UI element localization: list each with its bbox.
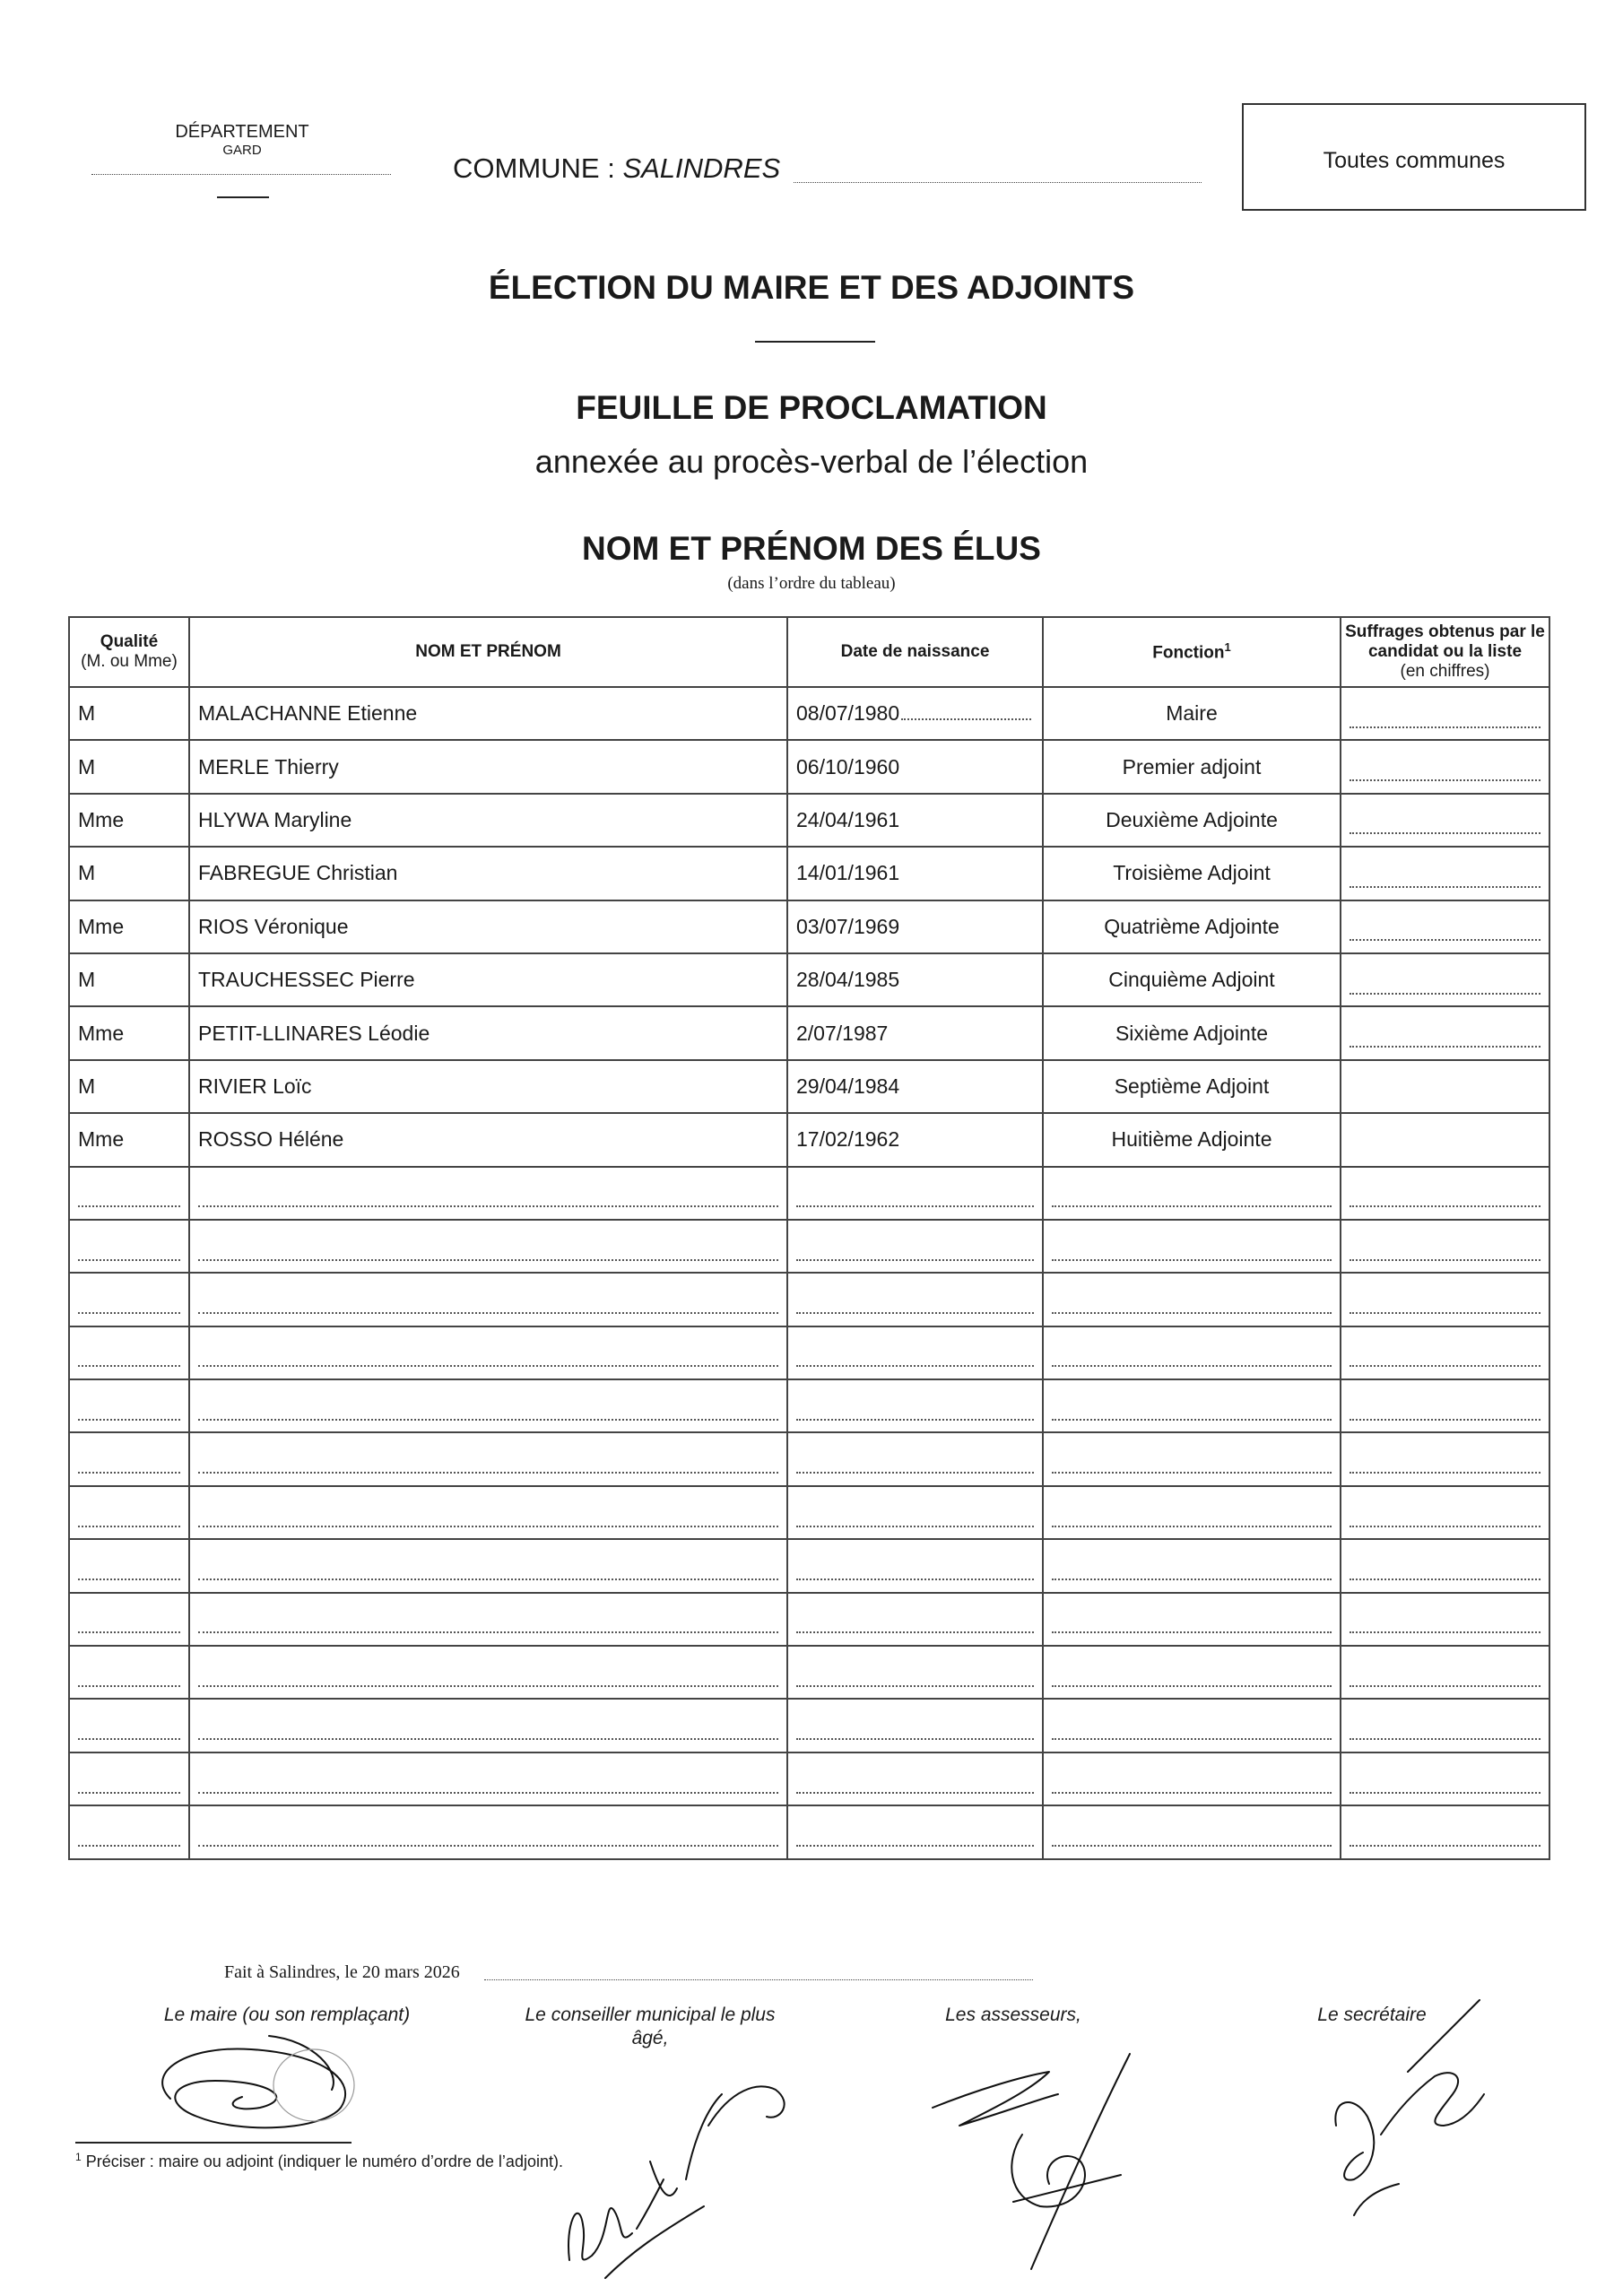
cell-nom: [189, 953, 787, 1006]
dotted-fill: [198, 1832, 778, 1847]
dotted-fill: [1350, 1406, 1541, 1421]
dotted-fill: [1350, 1832, 1541, 1847]
cell-fonction-text: Maire: [1166, 701, 1218, 726]
cell-fonction-text: Septième Adjoint: [1114, 1074, 1270, 1098]
cell-blank: [1341, 1326, 1549, 1379]
cell-blank: [1043, 1539, 1341, 1592]
cell-nom: [189, 794, 787, 847]
dotted-fill: [1350, 1566, 1541, 1580]
list-title: NOM ET PRÉNOM DES ÉLUS: [582, 530, 1041, 567]
cell-blank: [1341, 1646, 1549, 1699]
cell-blank: [787, 1646, 1043, 1699]
dotted-fill: [1350, 714, 1541, 728]
cell-suffrages: [1341, 687, 1549, 740]
footnote-text: Préciser : maire ou adjoint (indiquer le numéro d’ordre de l’adjoint).: [85, 2152, 563, 2170]
fait-a-line: Fait à Salindres, le 20 mars 2026: [224, 1962, 460, 1982]
signature-label-secretaire: Le secrétaire: [1317, 2005, 1427, 2025]
dotted-fill: [1350, 1673, 1541, 1687]
dotted-fill: [1052, 1406, 1332, 1421]
header-fonction: [1043, 617, 1341, 687]
cell-date-text: 06/10/1960: [796, 754, 900, 778]
cell-blank: [69, 1539, 189, 1592]
cell-blank: [787, 1486, 1043, 1539]
dotted-fill: [1052, 1513, 1332, 1527]
dotted-fill: [1350, 1726, 1541, 1740]
dotted-fill: [198, 1247, 778, 1261]
cell-date-text: 08/07/1980: [796, 701, 900, 726]
dotted-fill: [796, 1779, 1034, 1794]
dotted-fill: [1052, 1247, 1332, 1261]
cell-suffrages: [1341, 740, 1549, 793]
table-row-blank: [69, 1752, 1549, 1805]
cell-blank: [189, 1752, 787, 1805]
cell-blank: [69, 1752, 189, 1805]
dotted-fill: [1350, 874, 1541, 888]
cell-nom: [189, 1006, 787, 1059]
dotted-fill: [78, 1566, 180, 1580]
dotted-fill: [796, 1193, 1034, 1207]
commune-label: COMMUNE :: [453, 152, 615, 184]
cell-blank: [189, 1699, 787, 1752]
table-row-blank: [69, 1805, 1549, 1858]
footnote-mark: 1: [75, 2151, 82, 2163]
cell-blank: [69, 1593, 189, 1646]
cell-qualite: [69, 1060, 189, 1113]
dotted-fill: [78, 1459, 180, 1474]
cell-blank: [1043, 1167, 1341, 1220]
cell-suffrages: [1341, 953, 1549, 1006]
commune-dotted-line: [794, 182, 1202, 183]
header-suffrages-sub: (en chiffres): [1400, 661, 1490, 681]
dotted-fill: [1052, 1832, 1332, 1847]
cell-date: [787, 1006, 1043, 1059]
dotted-fill: [198, 1726, 778, 1740]
cell-blank: [1341, 1220, 1549, 1273]
dotted-fill: [1052, 1193, 1332, 1207]
signature-label-conseiller: Le conseiller municipal le plus âgé,: [525, 2005, 776, 2049]
cell-blank: [1341, 1805, 1549, 1858]
cell-blank: [787, 1752, 1043, 1805]
cell-date: [787, 847, 1043, 900]
header-date: Date de naissance: [787, 617, 1043, 687]
cell-nom-text: ROSSO Héléne: [198, 1127, 344, 1152]
table-row: [69, 953, 1549, 1006]
cell-blank: [787, 1167, 1043, 1220]
cell-nom-text: FABREGUE Christian: [198, 861, 398, 885]
cell-nom-text: MALACHANNE Etienne: [198, 701, 418, 726]
cell-date: [787, 953, 1043, 1006]
cell-blank: [1341, 1486, 1549, 1539]
dotted-fill: [1350, 1247, 1541, 1261]
cell-nom: [189, 1060, 787, 1113]
dotted-fill: [1350, 1300, 1541, 1314]
cell-blank: [69, 1646, 189, 1699]
dotted-fill: [198, 1513, 778, 1527]
table-row-blank: [69, 1699, 1549, 1752]
table-row: [69, 847, 1549, 900]
cell-nom: [189, 1113, 787, 1166]
dotted-fill: [1350, 1352, 1541, 1367]
dotted-fill: [1350, 1513, 1541, 1527]
cell-qualite: [69, 953, 189, 1006]
dotted-fill: [78, 1726, 180, 1740]
departement-divider: [217, 196, 269, 198]
cell-qualite-text: M: [78, 701, 96, 726]
table-row-blank: [69, 1326, 1549, 1379]
cell-blank: [1043, 1326, 1341, 1379]
commune-value: SALINDRES: [622, 152, 781, 184]
dotted-fill: [796, 1726, 1034, 1740]
cell-qualite-text: M: [78, 968, 96, 992]
dotted-fill: [78, 1673, 180, 1687]
cell-blank: [189, 1486, 787, 1539]
cell-nom: [189, 687, 787, 740]
dotted-fill: [78, 1193, 180, 1207]
dotted-fill: [1350, 980, 1541, 995]
header-qualite-label: Qualité: [100, 632, 159, 652]
footnote: [75, 2151, 563, 2171]
header-qualite: [69, 617, 189, 687]
cell-nom-text: RIVIER Loïc: [198, 1074, 312, 1098]
cell-date-text: 24/04/1961: [796, 807, 900, 831]
cell-fonction: [1043, 794, 1341, 847]
cell-blank: [189, 1805, 787, 1858]
table-header-row: [69, 617, 1549, 687]
dotted-fill: [796, 1352, 1034, 1367]
cell-fonction: [1043, 900, 1341, 953]
dotted-fill: [1052, 1566, 1332, 1580]
elus-table: [68, 616, 1550, 1860]
table-row-blank: [69, 1167, 1549, 1220]
header-nom: NOM ET PRÉNOM: [189, 617, 787, 687]
cell-blank: [69, 1220, 189, 1273]
cell-qualite: [69, 1113, 189, 1166]
dotted-fill: [198, 1566, 778, 1580]
cell-fonction: [1043, 847, 1341, 900]
cell-qualite: [69, 900, 189, 953]
dotted-fill: [1350, 1779, 1541, 1794]
header-suffrages: [1341, 617, 1549, 687]
cell-qualite-text: Mme: [78, 807, 125, 831]
dotted-fill: [78, 1832, 180, 1847]
cell-blank: [69, 1805, 189, 1858]
cell-date: [787, 1113, 1043, 1166]
dotted-fill: [1350, 767, 1541, 781]
table-body: [69, 687, 1549, 1859]
cell-blank: [1043, 1379, 1341, 1432]
header-qualite-sub: (M. ou Mme): [81, 652, 178, 671]
table-row: [69, 687, 1549, 740]
dotted-fill: [1350, 926, 1541, 941]
cell-qualite: [69, 1006, 189, 1059]
dotted-fill: [198, 1352, 778, 1367]
cell-qualite-text: M: [78, 861, 96, 885]
departement-block: [90, 122, 395, 158]
cell-blank: [69, 1273, 189, 1326]
table-row-blank: [69, 1432, 1549, 1485]
dotted-fill: [1052, 1459, 1332, 1474]
cell-date-text: 03/07/1969: [796, 914, 900, 938]
cell-blank: [1341, 1539, 1549, 1592]
cell-blank: [1341, 1167, 1549, 1220]
footnote-divider: [75, 2142, 352, 2144]
table-row-blank: [69, 1539, 1549, 1592]
signature-maire: [135, 2018, 395, 2135]
signature-label-maire: Le maire (ou son remplaçant): [163, 2005, 411, 2025]
cell-nom: [189, 847, 787, 900]
cell-blank: [1341, 1699, 1549, 1752]
table-row-blank: [69, 1379, 1549, 1432]
dotted-fill: [198, 1673, 778, 1687]
dotted-fill: [198, 1193, 778, 1207]
dotted-fill: [78, 1247, 180, 1261]
cell-blank: [69, 1379, 189, 1432]
dotted-fill: [78, 1779, 180, 1794]
cell-blank: [787, 1432, 1043, 1485]
cell-fonction: [1043, 1113, 1341, 1166]
cell-blank: [787, 1593, 1043, 1646]
dotted-fill: [796, 1619, 1034, 1633]
cell-fonction: [1043, 953, 1341, 1006]
cell-nom-text: TRAUCHESSEC Pierre: [198, 968, 415, 992]
cell-blank: [189, 1326, 787, 1379]
dotted-fill: [1350, 1033, 1541, 1048]
cell-suffrages: [1341, 1006, 1549, 1059]
dotted-fill: [796, 1459, 1034, 1474]
footnote-ref: 1: [1224, 639, 1231, 654]
header-fonction-label: Fonction: [1152, 643, 1225, 663]
header-suffrages-label: Suffrages obtenus par le candidat ou la liste: [1345, 622, 1545, 662]
cell-blank: [1043, 1805, 1341, 1858]
cell-date-text: 2/07/1987: [796, 1021, 889, 1045]
cell-blank: [787, 1220, 1043, 1273]
cell-suffrages: [1341, 847, 1549, 900]
cell-blank: [69, 1326, 189, 1379]
cell-blank: [787, 1273, 1043, 1326]
cell-blank: [1043, 1699, 1341, 1752]
dotted-fill: [796, 1300, 1034, 1314]
dotted-fill: [78, 1406, 180, 1421]
cell-date-text: 28/04/1985: [796, 968, 900, 992]
table-row: [69, 900, 1549, 953]
commune-line: [453, 152, 780, 185]
departement-dotted-line: [91, 174, 391, 175]
cell-date-text: 29/04/1984: [796, 1074, 900, 1098]
table-row-blank: [69, 1646, 1549, 1699]
cell-nom-text: PETIT-LLINARES Léodie: [198, 1021, 430, 1045]
cell-blank: [189, 1273, 787, 1326]
departement-label: DÉPARTEMENT: [175, 122, 309, 142]
cell-blank: [189, 1539, 787, 1592]
cell-date: [787, 794, 1043, 847]
table-row-blank: [69, 1593, 1549, 1646]
cell-blank: [787, 1379, 1043, 1432]
cell-blank: [1341, 1273, 1549, 1326]
cell-blank: [1043, 1432, 1341, 1485]
cell-blank: [787, 1539, 1043, 1592]
cell-blank: [189, 1379, 787, 1432]
dotted-fill: [1350, 1459, 1541, 1474]
departement-value: GARD: [222, 143, 262, 158]
list-subtitle: (dans l’ordre du tableau): [727, 574, 896, 593]
table-row: [69, 1113, 1549, 1166]
cell-blank: [1341, 1379, 1549, 1432]
dotted-fill: [1052, 1352, 1332, 1367]
page-title: ÉLECTION DU MAIRE ET DES ADJOINTS: [488, 269, 1135, 306]
cell-nom-text: HLYWA Maryline: [198, 807, 352, 831]
cell-suffrages: [1341, 900, 1549, 953]
cell-fonction: [1043, 1006, 1341, 1059]
dotted-fill: [1052, 1673, 1332, 1687]
cell-fonction: [1043, 740, 1341, 793]
table-row: [69, 1060, 1549, 1113]
dotted-fill: [78, 1300, 180, 1314]
cell-blank: [69, 1486, 189, 1539]
cell-nom: [189, 740, 787, 793]
cell-blank: [189, 1646, 787, 1699]
cell-blank: [1043, 1593, 1341, 1646]
cell-fonction-text: Premier adjoint: [1122, 754, 1262, 778]
cell-blank: [787, 1326, 1043, 1379]
cell-fonction-text: Cinquième Adjoint: [1108, 968, 1275, 992]
dotted-fill: [1350, 1619, 1541, 1633]
cell-blank: [787, 1699, 1043, 1752]
cell-date: [787, 740, 1043, 793]
cell-nom-text: MERLE Thierry: [198, 754, 339, 778]
table-row: [69, 794, 1549, 847]
cell-blank: [787, 1805, 1043, 1858]
cell-date-text: 17/02/1962: [796, 1127, 900, 1152]
table-row: [69, 1006, 1549, 1059]
cell-blank: [1043, 1752, 1341, 1805]
dotted-fill: [198, 1619, 778, 1633]
cell-blank: [1043, 1486, 1341, 1539]
sheet-subtitle: annexée au procès-verbal de l’élection: [534, 443, 1089, 480]
fait-dotted-line: [484, 1979, 1033, 1980]
cell-blank: [1341, 1593, 1549, 1646]
cell-fonction-text: Sixième Adjointe: [1115, 1021, 1269, 1045]
cell-blank: [69, 1167, 189, 1220]
dotted-fill: [1350, 1193, 1541, 1207]
cell-blank: [69, 1432, 189, 1485]
dotted-fill: [796, 1513, 1034, 1527]
dotted-fill: [796, 1566, 1034, 1580]
cell-qualite: [69, 740, 189, 793]
cell-nom: [189, 900, 787, 953]
cell-fonction-text: Quatrième Adjointe: [1104, 914, 1280, 938]
cell-qualite: [69, 794, 189, 847]
cell-qualite: [69, 687, 189, 740]
table-row: [69, 740, 1549, 793]
cell-blank: [1341, 1752, 1549, 1805]
signature-label-assesseurs: Les assesseurs,: [945, 2005, 1081, 2025]
cell-blank: [189, 1432, 787, 1485]
signature-secretaire: [1318, 1991, 1515, 2233]
dotted-fill: [796, 1673, 1034, 1687]
dotted-fill: [796, 1406, 1034, 1421]
cell-fonction: [1043, 1060, 1341, 1113]
dotted-fill: [198, 1406, 778, 1421]
cell-suffrages: [1341, 794, 1549, 847]
cell-blank: [189, 1593, 787, 1646]
cell-qualite: [69, 847, 189, 900]
dotted-fill: [1350, 820, 1541, 834]
sheet-title: FEUILLE DE PROCLAMATION: [576, 389, 1047, 426]
cell-blank: [1341, 1432, 1549, 1485]
cell-fonction: [1043, 687, 1341, 740]
cell-fonction-text: Troisième Adjoint: [1113, 861, 1271, 885]
title-divider: [755, 341, 875, 343]
cell-date: [787, 1060, 1043, 1113]
dotted-fill: [1052, 1619, 1332, 1633]
dotted-fill: [796, 1247, 1034, 1261]
signature-assesseurs: [924, 2027, 1157, 2287]
signature-conseiller: [551, 2054, 812, 2296]
dotted-fill: [1052, 1300, 1332, 1314]
dotted-fill: [1052, 1779, 1332, 1794]
cell-blank: [189, 1167, 787, 1220]
cell-blank: [1043, 1220, 1341, 1273]
cell-blank: [1043, 1273, 1341, 1326]
cell-nom-text: RIOS Véronique: [198, 914, 349, 938]
cell-fonction-text: Huitième Adjointe: [1111, 1127, 1272, 1152]
dotted-fill: [198, 1459, 778, 1474]
dotted-fill: [1052, 1726, 1332, 1740]
table-row-blank: [69, 1220, 1549, 1273]
dotted-fill: [198, 1300, 778, 1314]
cell-blank: [1043, 1646, 1341, 1699]
cell-suffrages: [1341, 1113, 1549, 1166]
table-row-blank: [69, 1486, 1549, 1539]
dotted-fill: [78, 1352, 180, 1367]
cell-blank: [189, 1220, 787, 1273]
cell-qualite-text: Mme: [78, 914, 125, 938]
cell-qualite-text: M: [78, 754, 96, 778]
cell-suffrages: [1341, 1060, 1549, 1113]
cell-qualite-text: Mme: [78, 1021, 125, 1045]
dotted-fill: [796, 1832, 1034, 1847]
toutes-communes-box: Toutes communes: [1242, 103, 1586, 211]
dotted-fill: [78, 1619, 180, 1633]
cell-fonction-text: Deuxième Adjointe: [1106, 807, 1278, 831]
dotted-fill: [198, 1779, 778, 1794]
cell-blank: [69, 1699, 189, 1752]
dotted-fill: [901, 709, 1031, 720]
table-row-blank: [69, 1273, 1549, 1326]
dotted-fill: [78, 1513, 180, 1527]
cell-date-text: 14/01/1961: [796, 861, 900, 885]
cell-qualite-text: M: [78, 1074, 96, 1098]
cell-qualite-text: Mme: [78, 1127, 125, 1152]
cell-date: [787, 687, 1043, 740]
cell-date: [787, 900, 1043, 953]
